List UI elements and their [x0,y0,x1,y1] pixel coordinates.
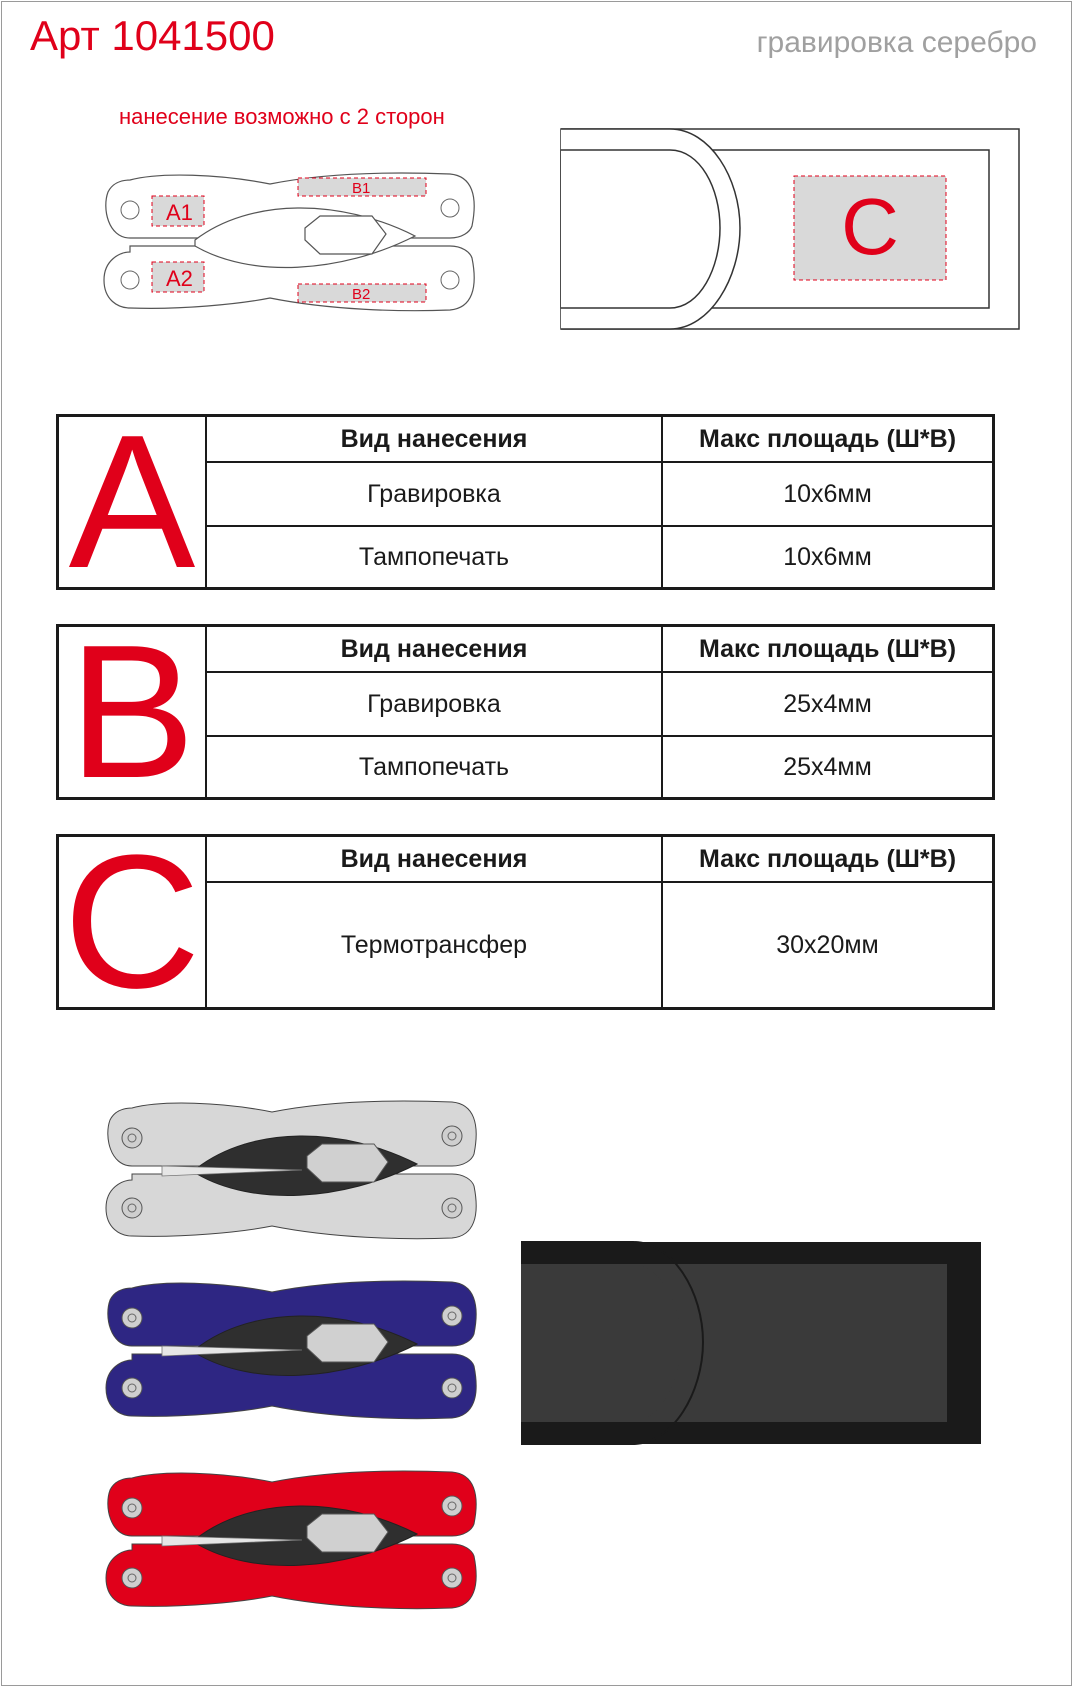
table-a-row2-method: Тампопечать [207,527,663,587]
table-c-row1-area: 30х20мм [776,930,879,959]
table-c-header-method: Вид нанесения [207,837,663,883]
screw-icon [122,1128,142,1148]
label-a1: A1 [166,200,193,225]
tool-center-plate [307,1144,388,1182]
multitool-red [102,1466,482,1614]
tool-center-plate [307,1324,388,1362]
table-b [56,606,995,818]
label-b1: B1 [352,180,371,197]
screw-icon [122,1568,142,1588]
table-b-row2-method: Тампопечать [207,737,663,797]
screw-icon [442,1126,462,1146]
table-a-header-method: Вид нанесения [207,417,663,463]
table-b-header-area: Макс площадь (Ш*В) [663,627,992,673]
table-c [56,816,995,1028]
sides-note: нанесение возможно с 2 сторон [119,104,445,129]
table-a [56,396,995,608]
engraving-color: гравировка серебро [756,26,1037,59]
screw-icon [122,1378,142,1398]
table-b-row1-method: Гравировка [207,673,663,737]
screw-icon [122,1498,142,1518]
table-b-header-method: Вид нанесения [207,627,663,673]
article-number: Арт 1041500 [30,12,275,59]
table-a-header-area: Макс площадь (Ш*В) [663,417,992,463]
multitool-blue [102,1276,482,1424]
screw-icon [442,1496,462,1516]
label-a2: A2 [166,266,193,291]
screw-icon [442,1198,462,1218]
table-a-letter: A [59,417,207,587]
table-b-row1-area: 25х4мм [663,673,992,737]
screw-icon [442,1306,462,1326]
table-c-header-area: Макс площадь (Ш*В) [663,837,992,883]
screw-icon [122,1308,142,1328]
label-c: C [841,182,899,271]
table-b-row2-area: 25х4мм [783,752,872,781]
table-c-letter: C [59,837,207,1007]
pouch-black [521,1242,981,1444]
screw-icon [442,1378,462,1398]
table-b-letter: B [59,627,207,797]
multitool-outline-diagram [100,168,480,316]
multitool-silver [102,1096,482,1244]
table-c-row1-method: Термотрансфер [207,883,663,1007]
table-a-row1-area: 10х6мм [663,463,992,527]
table-a-row2-area: 10х6мм [783,542,872,571]
screw-icon [122,1198,142,1218]
label-b2: B2 [352,286,371,303]
tool-center-plate [307,1514,388,1552]
screw-icon [442,1568,462,1588]
pouch-outline-diagram [560,128,1022,332]
table-a-row1-method: Гравировка [207,463,663,527]
